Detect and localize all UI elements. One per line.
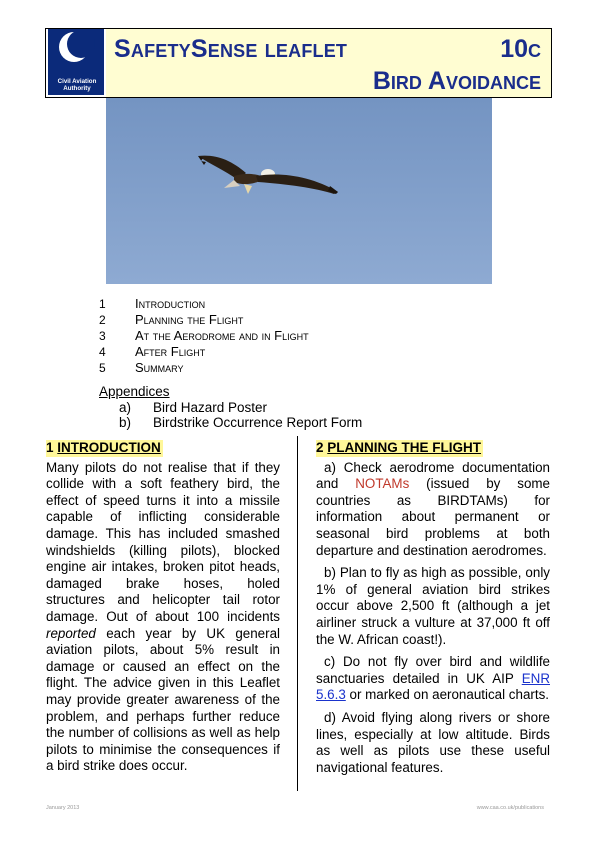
toc-label: At the Aerodrome and in Flight bbox=[135, 328, 309, 343]
footer-url[interactable]: www.caa.co.uk/publications bbox=[476, 805, 544, 811]
header-title-panel bbox=[106, 29, 551, 97]
toc-label: Introduction bbox=[135, 296, 206, 311]
toc-label: Planning the Flight bbox=[135, 312, 244, 327]
caa-logo bbox=[48, 29, 104, 95]
notams-link[interactable]: NOTAMs bbox=[355, 476, 410, 492]
appendix-item[interactable] bbox=[99, 400, 268, 415]
section-introduction bbox=[46, 440, 280, 775]
toc-number: 1 bbox=[99, 297, 106, 311]
section-number: 1 bbox=[46, 440, 54, 455]
leaflet-number: 10c bbox=[500, 35, 541, 63]
toc-number: 5 bbox=[99, 361, 106, 375]
caa-crescent-icon bbox=[50, 31, 102, 71]
leaflet-subtitle: Bird Avoidance bbox=[372, 67, 541, 95]
footer-date: January 2013 bbox=[46, 805, 80, 811]
logo-line2: Authority bbox=[63, 85, 91, 92]
toc-number: 2 bbox=[99, 313, 106, 327]
section-heading bbox=[46, 440, 163, 457]
intro-paragraph: Many pilots do not realise that if they collide with a soft feathery bird, the effect of speed turns it into a missile capable of inflicting considerable damage. This has included smashed windshields (killing pilots), blocked engine air intakes, broken pitot heads, damaged brake hoses, holed structures and helicopter tail rotor damage. Out of about 100 incidents reported each year by UK general aviation pilots, about 5% result in damage or caused an effect on the flight. The advice given in this Leaflet may provide greater awareness of the problem, and perhaps further reduce the number of collisions as well as help pilots to minimise the consequences if a bird strike does occur. bbox=[46, 459, 280, 774]
eagle-photo bbox=[106, 98, 492, 284]
eagle-image-icon bbox=[106, 98, 492, 284]
enr-link[interactable]: ENR 5.6.3 bbox=[316, 670, 550, 703]
appendix-label: Bird Hazard Poster bbox=[153, 400, 268, 415]
logo-line1: Civil Aviation bbox=[57, 78, 97, 85]
section-title: INTRODUCTION bbox=[57, 440, 161, 455]
toc-label: After Flight bbox=[135, 344, 206, 359]
appendices bbox=[99, 384, 363, 430]
appendix-item[interactable] bbox=[99, 415, 363, 430]
toc-number: 4 bbox=[99, 345, 106, 359]
section-number: 2 bbox=[316, 440, 324, 455]
section-heading bbox=[316, 440, 483, 457]
appendices-title: Appendices bbox=[99, 384, 170, 399]
toc-label: Summary bbox=[135, 360, 184, 375]
column-divider bbox=[297, 436, 298, 791]
appendix-label: Birdstrike Occurrence Report Form bbox=[153, 415, 363, 430]
appendix-letter: b) bbox=[119, 415, 132, 430]
toc-number: 3 bbox=[99, 329, 106, 343]
section-planning bbox=[316, 440, 550, 782]
planning-item-b: b) Plan to fly as high as possible, only 1% of general aviation bird strikes occur above 2,500 ft (although a jet airliner struck a vulture at 37,000 ft off the W. African coast!). bbox=[316, 565, 550, 647]
section-title: PLANNING THE FLIGHT bbox=[327, 440, 482, 455]
emphasis-text: reported bbox=[46, 625, 96, 641]
leaflet-title: SafetySense leaflet bbox=[114, 35, 348, 63]
appendix-letter: a) bbox=[119, 400, 132, 415]
planning-item-a: a) Check aerodrome documentation and NOTAMs (issued by some countries as BIRDTAMs) for information about permanent or seasonal bird problems at both departure and destination aerodromes. bbox=[316, 459, 551, 558]
leaflet-header bbox=[45, 28, 552, 98]
planning-item-c: c) Do not fly over bird and wildlife sanctuaries detailed in UK AIP ENR 5.6.3 or marked on aeronautical charts. bbox=[316, 654, 550, 703]
planning-item-d: d) Avoid flying along rivers or shore lines, especially at low altitude. Birds as well as pilots use these useful navigational features. bbox=[316, 709, 550, 775]
